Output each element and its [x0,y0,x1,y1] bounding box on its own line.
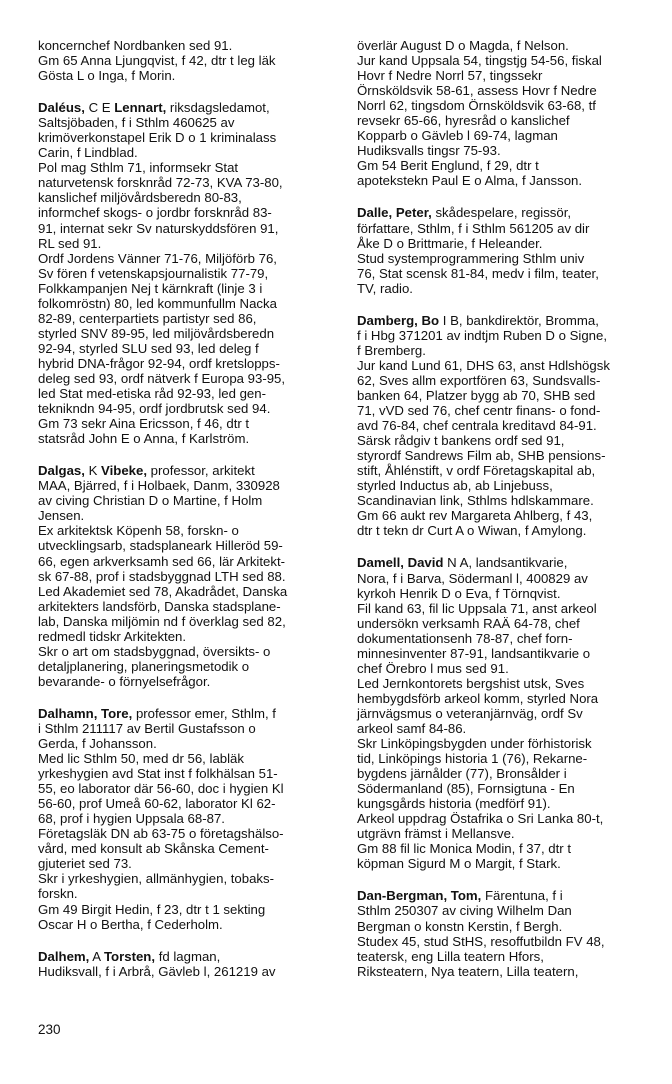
entry-text-line: Gm 73 sekr Aina Ericsson, f 46, dtr t [38,416,250,432]
entry-text-line: stift, Åhlénstift, v ordf Företagskapital ab, [357,463,596,479]
entry-headline [38,706,338,721]
entry-text-line: minnesinventer 87-91, landsantikvarie o [357,645,591,661]
entry-text-line: yrkeshygien avd Stat inst f folkhälsan 51- [38,766,278,782]
entry-text-line: detaljplanering, planeringsmetodik o [38,658,250,674]
entry-name-bold: Lennart, [114,100,167,116]
entry-text-line: Led Akademiet sed 78, Akadrådet, Danska [38,583,288,599]
entry-text-line: arkitekters landsförb, Danska stadsplane- [38,598,281,614]
entry-text-line: TV, radio. [357,280,413,296]
entry-name-bold: Dalhem, [38,948,90,964]
entry-text-line: Gm 66 aukt rev Margareta Ahlberg, f 43, [357,508,593,524]
entry-name-bold: Daléus, [38,100,85,116]
entry-text-line: 66, egen arkverksamh sed 66, lär Arkitekt- [38,553,286,569]
entry-headline [357,888,655,903]
entry-text-line: 76, Stat scensk 81-84, medv i film, teater, [357,265,599,281]
entry-name-bold: Dalhamn, Tore, [38,705,133,721]
entry-text-line: Gm 65 Anna Ljungqvist, f 42, dtr t leg läk [38,53,276,69]
entry-text-line: Gerda, f Johansson. [38,736,157,752]
entry-headline [38,100,338,115]
entry-text-line: led Stat med-etiska råd 92-93, led gen- [38,386,266,402]
entry-text-line: Jensen. [38,508,85,524]
entry-text-line: 68, prof i hygien Uppsala 68-87. [38,811,225,827]
entry-text-line: köpman Sigurd M o Margit, f Stark. [357,856,561,872]
entry-text-line: krimöverkonstapel Erik D o 1 kriminalass [38,130,277,146]
entry-text-line: Jur kand Uppsala 54, tingstjg 54-56, fiskal [357,53,602,69]
entry-text-line: koncernchef Nordbanken sed 91. [38,38,233,53]
biography-entry [38,100,338,446]
entry-text-line: naturvetensk forsknråd 72-73, KVA 73-80, [38,175,283,191]
entry-text-line: Åke D o Brittmarie, f Heleander. [357,235,543,251]
entry-text-line: överlär August D o Magda, f Nelson. [357,38,569,53]
entry-text-line: Oscar H o Bertha, f Cederholm. [38,916,223,932]
entry-headline-text: K [84,463,102,479]
biography-entry [38,949,338,979]
entry-text-line: 56-60, prof Umeå 60-62, laborator Kl 62- [38,796,276,812]
entry-headline-text: skådespelare, regissör, [431,205,572,221]
biography-entry [38,706,338,932]
entry-text-line: hembygdsförb arkeol komm, styrled Nora [357,690,599,706]
entry-text-line: dtr t tekn dr Curt A o Wiwan, f Amylong. [357,523,587,539]
biography-entry [38,38,338,83]
entry-text-line: Särsk rådgiv t bankens ordf sed 91, [357,433,565,449]
entry-text-line: arkeol samf 84-86. [357,720,467,736]
entry-text-line: Gm 49 Birgit Hedin, f 23, dtr t 1 sekting [38,901,266,917]
entry-text-line: styrordf Sandrews Film ab, SHB pensions- [357,448,606,464]
entry-text-line: Sv fören f vetenskapsjournalistik 77-79, [38,265,269,281]
entry-text-line: RL sed 91. [38,235,102,251]
entry-text-line: informchef skogs- o jordbr forsknråd 83- [38,205,272,221]
entry-text-line: Ordf Jordens Vänner 71-76, Miljöförb 76, [38,250,277,266]
biography-entry [357,555,655,871]
entry-text-line: 71, vVD sed 76, chef centr finans- o fond- [357,403,601,419]
entry-text-line: forskn. [38,886,78,902]
entry-text-line: Gm 54 Berit Englund, f 29, dtr t [357,158,539,174]
entry-headline-text: I B, bankdirektör, Bromma, [439,312,599,328]
entry-text-line: Kopparb o Gävleb l 69-74, lagman [357,128,558,144]
entry-text-line: 91, internat sekr Sv naturskyddsfören 91, [38,220,279,236]
entry-text-line: utvecklingsarb, stadsplaneark Hilleröd 59- [38,538,283,554]
entry-text-line: avd 76-84, chef centrala kreditavd 84-91. [357,418,597,434]
entry-text-line: Saltsjöbaden, f i Sthlm 460625 av [38,115,235,131]
entry-text-line: tid, Linköpings historia 1 (76), Rekarne- [357,751,588,767]
entry-text-line: Företagsläk DN ab 63-75 o företagshälso- [38,826,284,842]
entry-name-bold: Dalle, Peter, [357,205,432,221]
entry-text-line: Gm 88 fil lic Monica Modin, f 37, dtr t [357,841,572,857]
entry-text-line: styrled SNV 89-95, led miljövårdsberedn [38,325,275,341]
entry-text-line: utgrävn främst i Mellansve. [357,826,515,842]
entry-name-bold: Damberg, Bo [357,312,440,328]
entry-text-line: Riksteatern, Nya teatern, Lilla teatern, [357,963,579,979]
biography-entry [38,463,338,689]
entry-name-bold: Vibeke, [101,463,147,479]
entry-text-line: järnvägsmus o veteranjärnväg, ordf Sv [357,705,583,721]
entry-text-line: hybrid DNA-frågor 92-94, ordf kretslopps- [38,355,280,371]
entry-headline [357,555,655,570]
entry-text-line: styrled Inductus ab, ab Linjebuss, [357,478,553,494]
entry-text-line: Skr Linköpingsbygden under förhistorisk [357,736,592,752]
biography-entry [357,888,655,978]
entry-text-line: f i Hbg 371201 av indtjm Ruben D o Signe, [357,327,607,343]
entry-headline-text: professor, arkitekt [147,463,255,479]
entry-text-line: deleg sed 93, ordf nätverk f Europa 93-95, [38,370,286,386]
entry-text-line: kyrkoh Henrik D o Eva, f Törnqvist. [357,585,561,601]
entry-text-line: 62, Sves allm exportfören 63, Sundsvalls- [357,372,601,388]
entry-text-line: författare, Sthlm, f i Sthlm 561205 av dir [357,220,590,236]
entry-text-line: Sthlm 250307 av civing Wilhelm Dan [357,903,572,919]
entry-text-line: Arkeol uppdrag Östafrika o Sri Lanka 80-t, [357,811,604,827]
entry-text-line: vård, med konsult ab Skånska Cement- [38,841,269,857]
entry-text-line: sk 67-88, prof i stadsbyggnad LTH sed 88. [38,568,286,584]
entry-text-line: gjuteriet sed 73. [38,856,132,872]
entry-headline-text: fd lagman, [155,948,221,964]
entry-text-line: Scandinavian link, Sthlms hdlskammare. [357,493,594,509]
entry-text-line: Hudiksvalls tingsr 75-93. [357,143,501,159]
entry-text-line: Bergman o konstn Kerstin, f Bergh. [357,918,563,934]
entry-text-line: Örnsköldsvik 58-61, assess Hovr f Nedre [357,83,597,99]
entry-text-line: kanslichef miljövårdsberedn 80-83, [38,190,242,206]
entry-headline [357,205,655,220]
entry-text-line: revsekr 65-66, hyresråd o kanslichef [357,113,570,129]
entry-text-line: Norrl 62, tingsdom Örnsköldsvik 63-68, tf [357,98,596,114]
entry-text-line: banken 64, Platzer bygg ab 70, SHB sed [357,387,596,403]
entry-text-line: Med lic Sthlm 50, med dr 56, labläk [38,751,244,767]
entry-name-bold: Dalgas, [38,463,85,479]
entry-headline-text: C E [84,100,115,116]
entry-text-line: chef Örebro l mus sed 91. [357,660,509,676]
entry-headline [38,949,338,964]
entry-text-line: undersökn verksamh RAÄ 64-78, chef [357,615,580,631]
entry-headline-text: professor emer, Sthlm, f [132,705,276,721]
entry-text-line: Folkkampanjen Nej t kärnkraft (linje 3 i [38,280,263,296]
entry-text-line: apotekstekn Paul E o Alma, f Jansson. [357,173,583,189]
entry-text-line: Nora, f i Barva, Södermanl l, 400829 av [357,570,588,586]
page-number: 230 [38,1022,61,1037]
entry-text-line: i Sthlm 211117 av Bertil Gustafsson o [38,720,256,736]
entry-text-line: lab, Danska miljömin nd f överklag sed 82, [38,613,286,629]
entry-name-bold: Damell, David [357,555,444,571]
entry-headline-text: Färentuna, f i [481,888,563,904]
entry-text-line: av civing Christian D o Martine, f Holm [38,493,263,509]
entry-text-line: statsråd John E o Anna, f Karlström. [38,431,250,447]
biography-entry [357,38,655,188]
entry-text-line: Fil kand 63, fil lic Uppsala 71, anst arkeol [357,600,597,616]
entry-text-line: Hovr f Nedre Norrl 57, tingssekr [357,68,543,84]
entry-text-line: 82-89, centerpartiets partistyr sed 86, [38,310,257,326]
entry-text-line: Jur kand Lund 61, DHS 63, anst Hdlshögsk [357,357,610,373]
entry-headline [38,463,338,478]
entry-text-line: Skr i yrkeshygien, allmänhygien, tobaks- [38,871,275,887]
entry-text-line: MAA, Bjärred, f i Holbaek, Danm, 330928 [38,478,280,494]
entry-text-line: bevarande- o förnyelsefrågor. [38,673,211,689]
entry-text-line: 55, eo laborator där 56-60, doc i hygien Kl [38,781,284,797]
entry-text-line: teatersk, eng Lilla teatern Hfors, [357,948,544,964]
entry-headline [357,313,655,328]
entry-text-line: Carin, f Lindblad. [38,145,138,161]
entry-text-line: Led Jernkontorets bergshist utsk, Sves [357,675,585,691]
entry-name-bold: Dan-Bergman, Tom, [357,888,482,904]
entry-text-line: f Bremberg. [357,342,426,358]
biography-entry [357,313,655,539]
entry-text-line: teknikndn 94-95, ordf jordbrutsk sed 94. [38,401,271,417]
entry-text-line: Ex arkitektsk Köpenh 58, forskn- o [38,523,239,539]
entry-text-line: Pol mag Sthlm 71, informsekr Stat [38,160,239,176]
entry-headline-text: riksdagsledamot, [166,100,270,116]
biography-entry [357,205,655,295]
entry-text-line: Södermanland (85), Fornsigtuna - En [357,781,575,797]
entry-headline-text: A [89,948,104,964]
entry-name-bold: Torsten, [103,948,156,964]
entry-text-line: kungsgårds historia (medförf 91). [357,796,551,812]
entry-text-line: redmedl tidskr Arkitekten. [38,628,187,644]
entry-text-line: Studex 45, stud StHS, resoffutbildn FV 48, [357,933,605,949]
entry-text-line: dokumentationsenh 78-87, chef forn- [357,630,573,646]
entry-text-line: Hudiksvall, f i Arbrå, Gävleb l, 261219 av [38,963,276,979]
entry-text-line: Skr o art om stadsbyggnad, översikts- o [38,643,271,659]
entry-text-line: Gösta L o Inga, f Morin. [38,68,176,84]
entry-text-line: folkomröstn) 80, led kommunfullm Nacka [38,295,277,311]
left-column [38,38,338,996]
right-column [357,38,655,996]
entry-text-line: bygdens järnålder (77), Bronsålder i [357,766,567,782]
entry-text-line: 92-94, styrled SLU sed 93, led deleg f [38,340,259,356]
entry-headline-text: N A, landsantikvarie, [443,555,568,571]
entry-text-line: Stud systemprogrammering Sthlm univ [357,250,585,266]
